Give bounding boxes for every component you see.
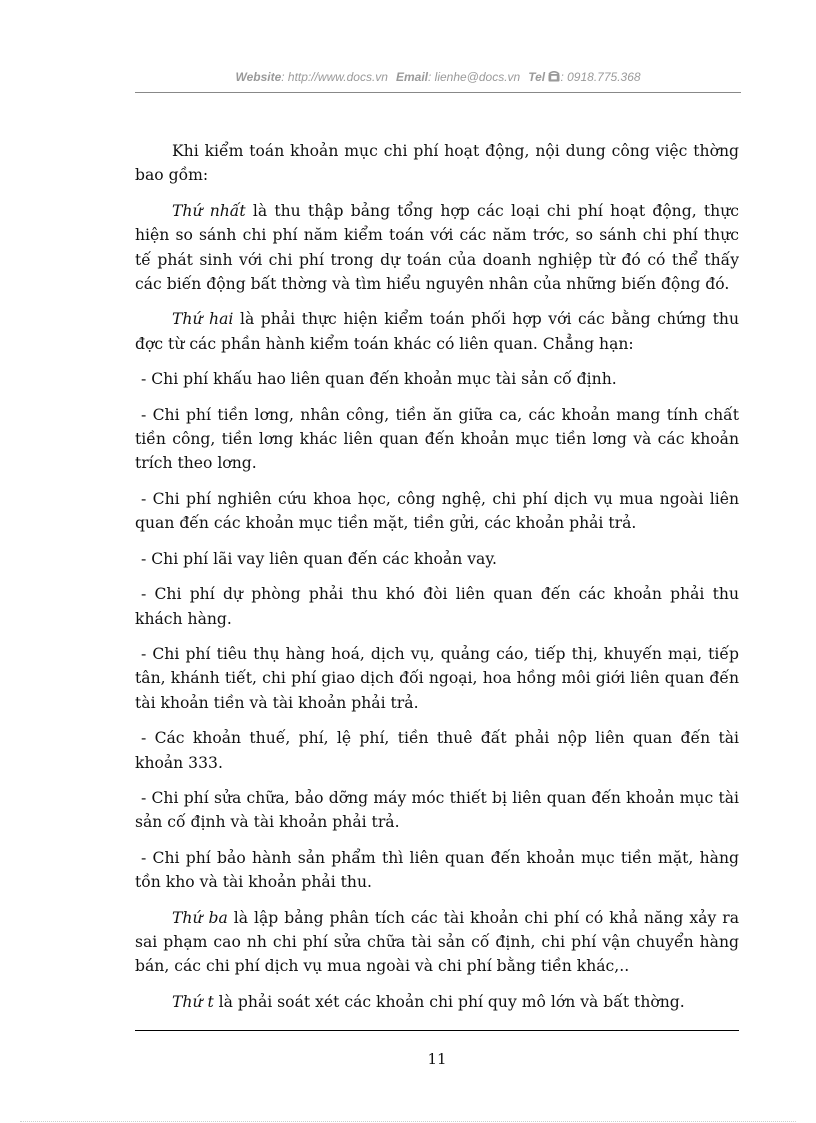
list-item: - Chi phí nghiên cứu khoa học, công nghệ, chi phí dịch vụ mua ngoài liên quan đến các khoản mục tiền mặt, tiền gửi, các khoản phải trả. [135,489,739,533]
list-item: - Chi phí tiêu thụ hàng hoá, dịch vụ, quảng cáo, tiếp thị, khuyến mại, tiếp tân, khánh tiết, chi phí giao dịch đối ngoại, hoa hồng môi giới liên quan đến tài khoản tiền và tài khoản phải trả. [135,644,739,712]
page-edge [20,1121,796,1122]
phone-icon [548,71,560,82]
paragraph-first: Thứ nhất là thu thập bảng tổng hợp các loại chi phí hoạt động, thực hiện so sánh chi phí năm kiểm toán với các năm trớc, so sánh chi phí thực tế phát sinh với chi phí trong dự toán của doanh nghiệp từ đó có thể thấy các biến động bất thờng và tìm hiểu nguyên nhân của những biến động đó. [135,201,739,294]
website-value: : http://www.docs.vn [281,70,388,84]
list-item: - Chi phí khấu hao liên quan đến khoản mục tài sản cố định. [141,370,617,389]
header-divider [135,92,741,93]
list-item: - Chi phí bảo hành sản phẩm thì liên quan đến khoản mục tiền mặt, hàng tồn kho và tài khoản phải thu. [135,848,739,892]
email-label: Email [395,70,428,84]
tel-label: Tel [528,70,546,84]
list-item: - Chi phí dự phòng phải thu khó đòi liên quan đến các khoản phải thu khách hàng. [135,585,739,628]
list-item: - Chi phí lãi vay liên quan đến các khoản vay. [141,549,498,568]
website-label: Website [235,70,282,84]
tel-value: : 0918.775.368 [560,70,641,84]
paragraph-intro: Khi kiểm toán khoản mục chi phí hoạt động, nội dung công việc thờng bao gồm: [135,142,739,185]
lead-second: Thứ hai [172,310,234,329]
page-header [135,70,741,84]
footer-divider [135,1030,739,1031]
lead-third: Thứ ba [172,908,228,927]
list-item: - Các khoản thuế, phí, lệ phí, tiền thuê đất phải nộp liên quan đến tài khoản 333. [135,729,739,772]
paragraph-third: Thứ ba là lập bảng phân tích các tài khoản chi phí có khả năng xảy ra sai phạm cao nh chi phí sửa chữa tài sản cố định, chi phí vận chuyển hàng bán, các chi phí dịch vụ mua ngoài và chi phí bằng tiền khác,.. [135,908,739,976]
lead-fourth: Thứ t [172,992,214,1011]
list-item: - Chi phí sửa chữa, bảo dỡng máy móc thiết bị liên quan đến khoản mục tài sản cố định và tài khoản phải trả. [135,788,739,832]
document-body [135,139,739,1025]
paragraph-fourth: Thứ t là phải soát xét các khoản chi phí quy mô lớn và bất thờng. [172,992,685,1011]
page-number: 11 [427,1050,447,1068]
list-item: - Chi phí tiền lơng, nhân công, tiền ăn giữa ca, các khoản mang tính chất tiền công, tiền lơng khác liên quan đến khoản mục tiền lơng và các khoản trích theo lơng. [135,405,739,473]
lead-first: Thứ nhất [172,201,246,220]
email-value: : lienhe@docs.vn [427,70,521,84]
paragraph-second: Thứ hai là phải thực hiện kiểm toán phối hợp với các bằng chứng thu đợc từ các phần hành kiểm toán khác có liên quan. Chẳng hạn: [135,310,739,353]
